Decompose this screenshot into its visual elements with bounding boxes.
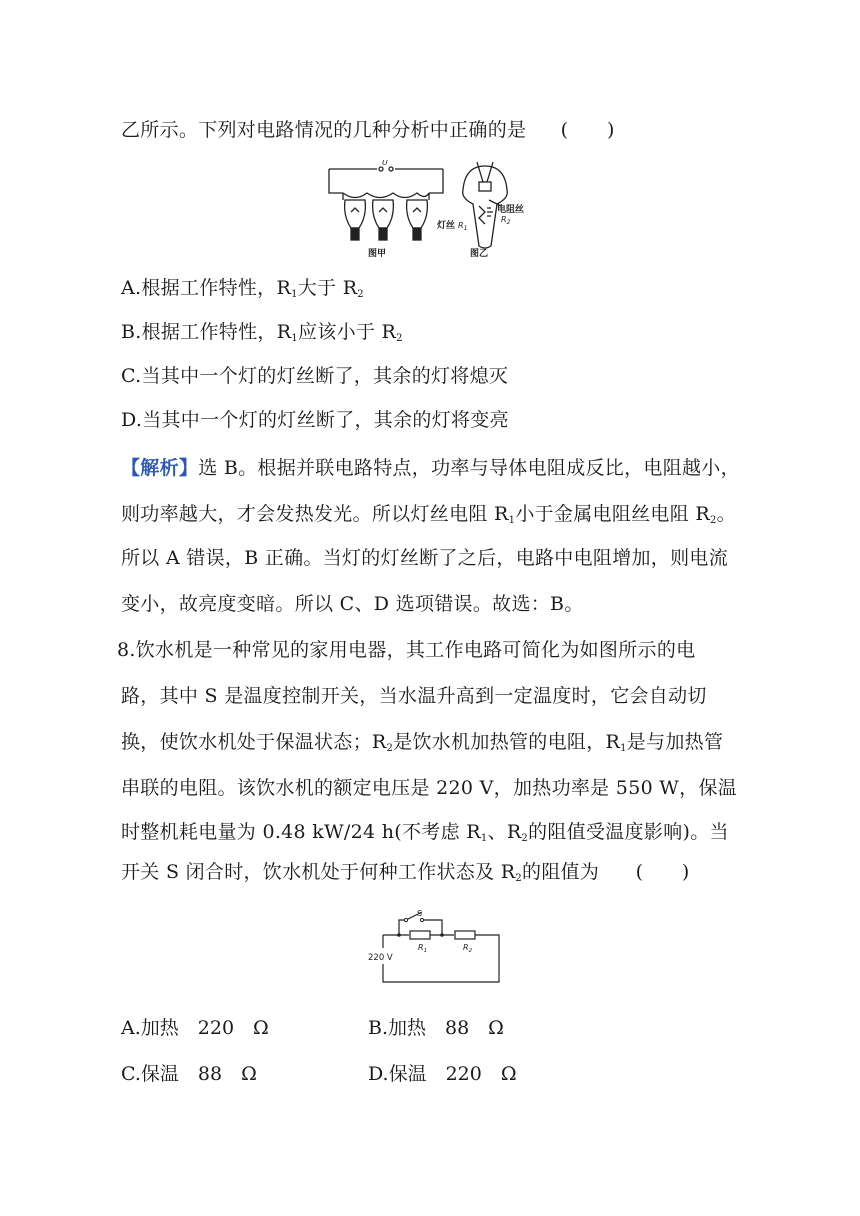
q7-option-b-sub1: 1 [291,333,298,344]
q8-switch-label: S [417,909,423,918]
q7-option-d: D.当其中一个灯的灯丝断了，其余的灯将变亮 [121,409,509,431]
q8-option-a: A.加热 220 Ω [121,1017,269,1039]
q7-stem-text: 乙所示。下列对电路情况的几种分析中正确的是 [121,119,527,141]
q7-analysis-sub-2: 2 [709,515,717,526]
q7-analysis-line-2 [121,502,736,533]
svg-text:R1 [458,221,467,232]
q7-option-a-pre: A.根据工作特性，R [121,277,292,299]
q7-circuit-diagram [325,160,540,260]
q7-option-b [121,320,403,351]
q8-circuit-diagram [362,902,512,992]
q8-fig-r1-sub: 1 [423,948,428,954]
q8-stem-line-2: 路，其中 S 是温度控制开关，当水温升高到一定温度时，它会自动切 [121,685,707,707]
q8-option-d: D.保温 220 Ω [368,1063,517,1085]
q8-text-3c: 是与加热管 [626,731,724,753]
q8-figure [362,902,512,992]
q8-voltage-label: 220 V [368,953,393,963]
q8-text-6a: 开关 S 闭合时，饮水机处于何种工作状态及 R [121,861,516,883]
q8-sub-5a: 1 [480,833,488,844]
q8-text-3b: 是饮水机加热管的电阻，R [393,731,621,753]
q8-stem-line-3 [121,730,723,761]
q7-filament-label: 灯丝 [437,221,456,231]
q7-analysis-line-4: 变小，故亮度变暗。所以 C、D 选项错误。故选：B。 [121,593,584,615]
q7-figure-jia-label: 图甲 [368,249,387,259]
q7-analysis-text-2b: 小于金属电阻丝电阻 R [515,503,710,525]
q7-analysis-line-3: 所以 A 错误，B 正确。当灯的灯丝断了之后，电路中电阻增加，则电流 [121,547,729,569]
q8-option-c: C.保温 88 Ω [121,1063,257,1085]
q7-analysis-text-2c: 。 [716,503,736,525]
q8-text-3a: 换，使饮水机处于保温状态；R [121,731,387,753]
q8-text-6b: 的阻值为 [522,861,600,883]
q8-fig-r2-sub: 2 [468,948,473,954]
analysis-tag: 【解析】 [121,457,199,479]
q7-fig-r2: R [501,215,507,224]
q7-analysis-text-2a: 则功率越大，才会发热发光。所以灯丝电阻 R [121,503,509,525]
svg-text:R2 [463,943,473,954]
q7-fig-r2-sub: 2 [506,219,511,226]
q8-sub-3a: 2 [386,743,394,754]
q8-option-b: B.加热 88 Ω [368,1017,504,1039]
q7-option-b-sub2: 2 [396,333,403,344]
q8-text-5c: 的阻值受温度影响)。当 [528,821,729,843]
svg-text:R1 [418,943,427,954]
q8-fig-r1: R [418,943,424,952]
q8-sub-5b: 2 [521,833,529,844]
q8-stem-line-6 [121,860,690,891]
q7-fig-r1: R [458,221,464,230]
q7-option-a-sub1: 1 [291,289,298,300]
q7-figure [325,160,540,260]
q7-option-a-mid: 大于 R [297,277,358,299]
q8-stem-line-4: 串联的电阻。该饮水机的额定电压是 220 V，加热功率是 550 W，保温 [121,777,738,799]
q7-analysis-sub-1: 1 [508,515,516,526]
q8-fig-r2: R [463,943,469,952]
q7-analysis-text-1: 选 B。根据并联电路特点，功率与导体电阻成反比，电阻越小， [198,457,740,479]
q7-answer-blank: ( ) [560,119,615,141]
q7-option-a [121,276,364,307]
svg-text:R2 [501,215,511,226]
q8-text-5a: 时整机耗电量为 0.48 kW/24 h(不考虑 R [121,821,481,843]
q8-sub-6: 2 [515,873,523,884]
q7-resistor-label: 电阻丝 [497,205,525,215]
q7-voltage-label: U [382,160,388,167]
q8-answer-blank: ( ) [635,861,690,883]
q7-option-b-mid: 应该小于 R [297,321,397,343]
q7-figure-yi-label: 图乙 [470,249,489,259]
q7-stem [121,118,615,142]
q7-analysis-line-1 [121,456,740,480]
q7-option-a-sub2: 2 [357,289,364,300]
q7-fig-r1-sub: 1 [463,225,468,232]
q8-text-5b: 、R [487,821,522,843]
q8-stem-line-1: 8.饮水机是一种常见的家用电器，其工作电路可简化为如图所示的电 [117,639,696,661]
q7-option-b-pre: B.根据工作特性，R [121,321,292,343]
q8-stem-line-5 [121,820,729,851]
q8-sub-3b: 1 [620,743,627,754]
q7-option-c: C.当其中一个灯的灯丝断了，其余的灯将熄灭 [121,365,509,387]
